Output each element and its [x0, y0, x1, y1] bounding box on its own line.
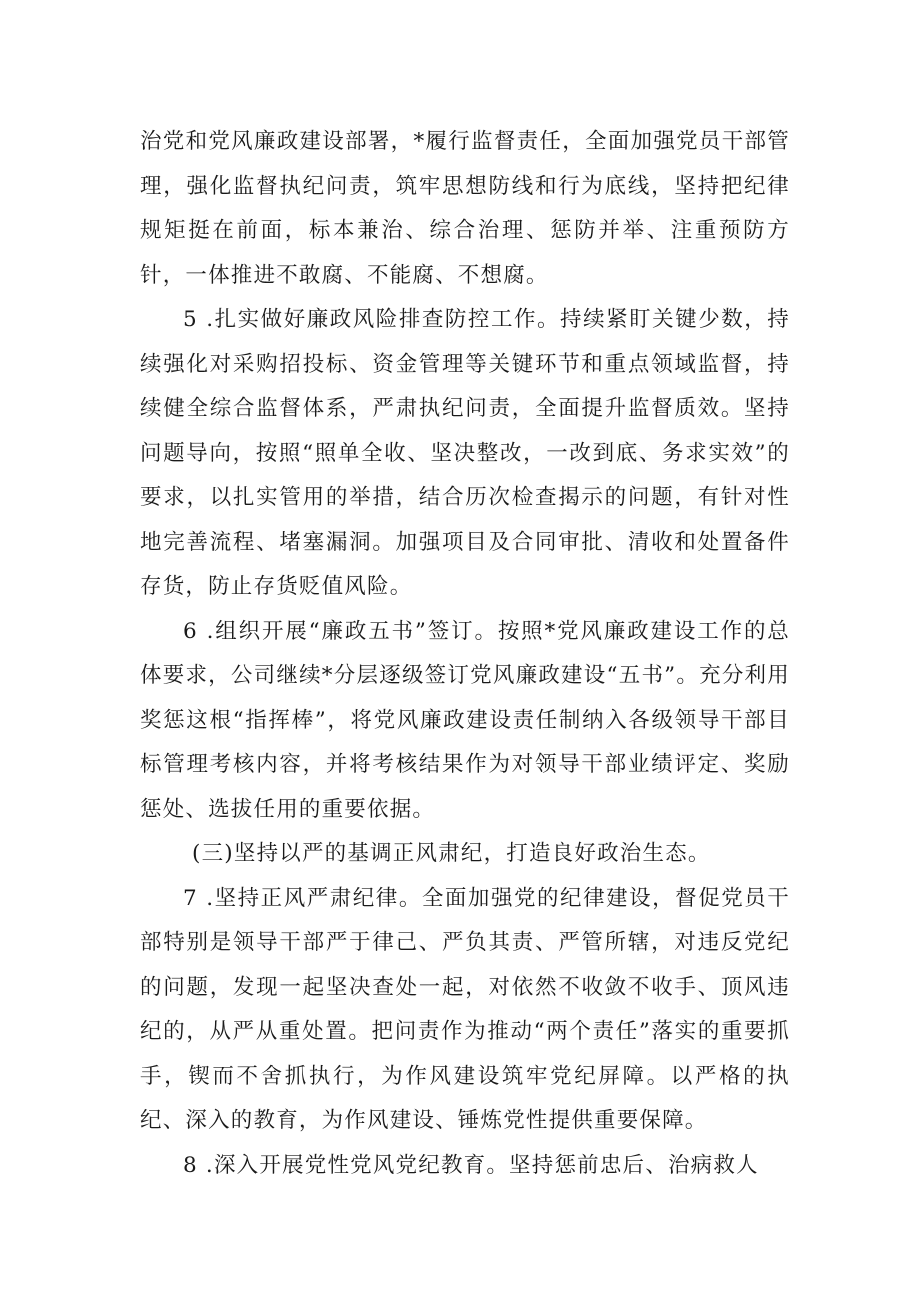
- section-heading-3: (三)坚持以严的基调正风肃纪，打造良好政治生态。: [192, 841, 711, 866]
- paragraph-item-8: 8 .深入开展党性党风党纪教育。坚持惩前忠后、治病救人: [183, 1152, 759, 1178]
- document-body: [140, 120, 790, 1188]
- paragraph-item-7: 7 .坚持正风严肃纪律。全面加强党的纪律建设，督促党员干部特别是领导干部严于律己、严负其责、严管所辖，对违反党纪的问题，发现一起坚决查处一起，对依然不收敛不收手、顶风违纪的，从严从重处置。把问责作为推动“两个责任”落实的重要抓手，锲而不舍抓执行，为作风建设筑牢党纪屏障。以严格的执纪、深入的教育，为作风建设、锤炼党性提供重要保障。: [140, 885, 790, 1133]
- paragraph-item-6: 6 .组织开展“廉政五书”签订。按照*党风廉政建设工作的总体要求，公司继续*分层逐级签订党风廉政建设“五书”。充分利用奖惩这根“指挥棒”，将党风廉政建设责任制纳入各级领导干部目标管理考核内容，并将考核结果作为对领导干部业绩评定、奖励惩处、选拔任用的重要依据。: [140, 618, 790, 822]
- paragraph-continuation: 治党和党风廉政建设部署，*履行监督责任，全面加强党员干部管理，强化监督执纪问责，筑牢思想防线和行为底线，坚持把纪律规矩挺在前面，标本兼治、综合治理、惩防并举、注重预防方针，一体推进不敢腐、不能腐、不想腐。: [140, 129, 790, 288]
- paragraph-item-5: 5 .扎实做好廉政风险排查防控工作。持续紧盯关键少数，持续强化对采购招投标、资金管理等关键环节和重点领域监督，持续健全综合监督体系，严肃执纪问责，全面提升监督质效。坚持问题导向，按照“照单全收、坚决整改，一改到底、务求实效”的要求，以扎实管用的举措，结合历次检查揭示的问题，有针对性地完善流程、堵塞漏洞。加强项目及合同审批、清收和处置备件存货，防止存货贬值风险。: [140, 307, 790, 599]
